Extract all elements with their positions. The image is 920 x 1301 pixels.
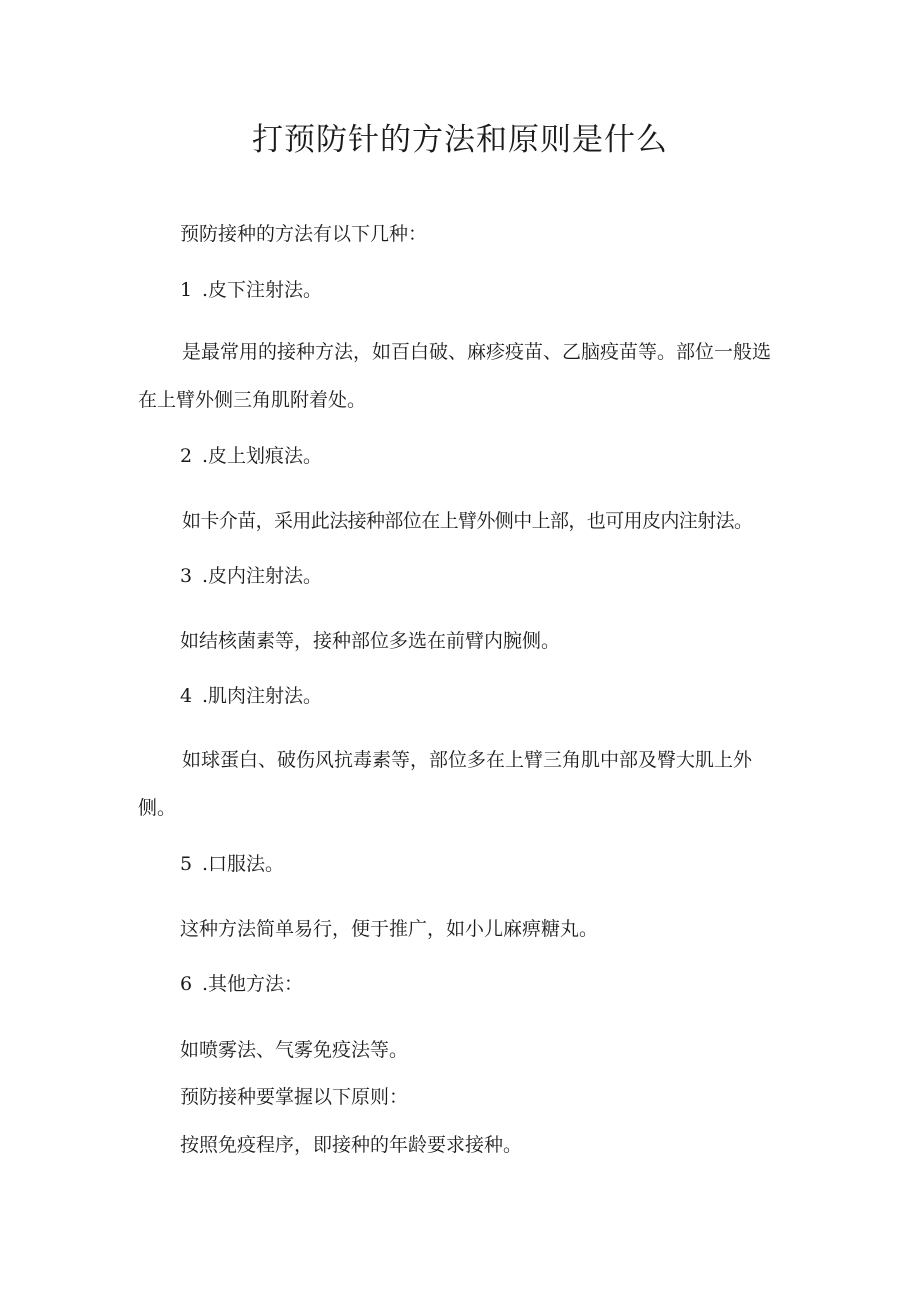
method-description-4: 如球蛋白、破伤风抗毒素等，部位多在上臂三角肌中部及臀大肌上外侧。: [138, 749, 753, 819]
method-description-3: 如结核菌素等，接种部位多选在前臂内腕侧。: [180, 630, 561, 652]
method-number: 1: [180, 279, 193, 301]
principle-item-1: 按照免疫程序，即接种的年龄要求接种。: [180, 1134, 523, 1156]
method-heading-5: [180, 849, 284, 879]
method-description-6: 如喷雾法、气雾免疫法等。: [180, 1039, 409, 1061]
method-heading-text: .皮上划痕法。: [202, 445, 323, 467]
method-heading-6: [180, 969, 303, 999]
method-heading-text: .皮内注射法。: [202, 565, 323, 587]
method-number: 5: [180, 853, 193, 875]
method-heading-text: .皮下注射法。: [202, 279, 323, 301]
method-description-2: 如卡介苗，采用此法接种部位在上臂外侧中上部，也可用皮内注射法。: [182, 510, 753, 532]
method-heading-3: [180, 561, 322, 591]
document-title: 打预防针的方法和原则是什么: [252, 122, 668, 158]
method-heading-2: [180, 441, 322, 471]
intro-paragraph: 预防接种的方法有以下几种：: [180, 223, 428, 245]
method-number: 6: [180, 973, 193, 995]
method-description-1: 是最常用的接种方法，如百白破、麻疹疫苗、乙脑疫苗等。部位一般选在上臂外侧三角肌附着处。: [138, 341, 772, 411]
method-number: 2: [180, 445, 193, 467]
method-heading-text: .其他方法：: [202, 973, 304, 995]
method-heading-1: [180, 275, 322, 305]
method-heading-text: .肌肉注射法。: [202, 685, 323, 707]
method-heading-4: [180, 681, 322, 711]
method-description-5: 这种方法简单易行，便于推广，如小儿麻痹糖丸。: [180, 918, 599, 940]
method-number: 3: [180, 565, 193, 587]
method-heading-text: .口服法。: [202, 853, 285, 875]
principles-intro: 预防接种要掌握以下原则：: [180, 1086, 409, 1108]
method-number: 4: [180, 685, 193, 707]
